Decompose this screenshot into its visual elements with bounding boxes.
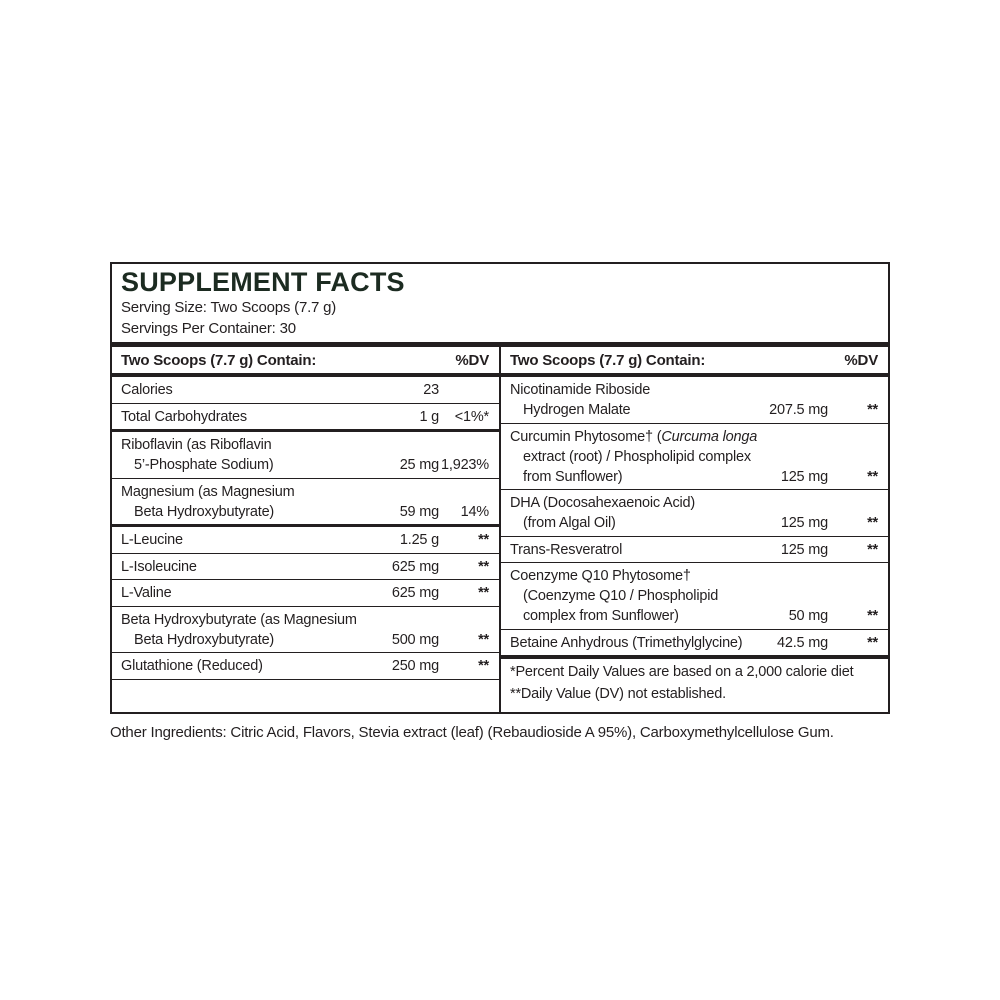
- nutrient-name: Magnesium (as Magnesium: [121, 483, 295, 500]
- table-row-betaine-anhydrous: [501, 630, 888, 660]
- table-row-dha: [501, 490, 888, 537]
- nutrient-name-cont: extract (root) / Phospholipid complex: [523, 448, 751, 465]
- nutrient-name: Betaine Anhydrous (Trimethylglycine): [510, 634, 743, 651]
- table-row-beta-hydroxybutyrate: [112, 607, 499, 654]
- other-ingredients: Other Ingredients: Citric Acid, Flavors, Stevia extract (leaf) (Rebaudioside A 95%), Carboxymethylcellulose Gum.: [110, 724, 834, 741]
- nutrient-amount: 625 mg: [391, 585, 439, 601]
- nutrient-name: Total Carbohydrates: [121, 408, 247, 425]
- nutrient-name-cont: (Coenzyme Q10 / Phospholipid: [523, 588, 719, 604]
- nutrient-name-cont: from Sunflower): [523, 468, 623, 485]
- table-row-coenzyme-q10: [501, 563, 888, 630]
- table-row-total-carbohydrates: [112, 404, 499, 433]
- supplement-facts-panel: [110, 262, 890, 714]
- panel-title: SUPPLEMENT FACTS: [121, 267, 405, 297]
- left-column-header: [112, 347, 499, 377]
- nutrient-amount: 1 g: [419, 408, 439, 425]
- nutrient-dv: **: [478, 658, 489, 674]
- nutrient-name: Beta Hydroxybutyrate (as Magnesium: [121, 611, 357, 628]
- nutrient-amount: 250 mg: [391, 658, 439, 674]
- servings-per-container: Servings Per Container: 30: [121, 320, 296, 337]
- table-row-calories: [112, 377, 499, 404]
- nutrient-dv: **: [867, 515, 878, 531]
- right-column: [501, 347, 888, 712]
- nutrient-name-cont: Beta Hydroxybutyrate): [134, 631, 275, 648]
- nutrient-name-cont: 5’-Phosphate Sodium): [134, 457, 274, 473]
- nutrient-amount: 125 mg: [780, 468, 828, 485]
- dv-header-label: %DV: [455, 352, 489, 369]
- nutrient-name: Riboflavin (as Riboflavin: [121, 437, 272, 453]
- footnotes: [501, 659, 888, 705]
- dv-header-label: %DV: [844, 352, 878, 369]
- nutrient-amount: 42.5 mg: [777, 634, 828, 651]
- footnote-percent-dv: *Percent Daily Values are based on a 2,000 calorie diet: [510, 664, 854, 680]
- nutrient-dv: **: [867, 634, 878, 651]
- nutrient-dv: **: [478, 631, 489, 648]
- nutrient-name: DHA (Docosahexaenoic Acid): [510, 495, 696, 511]
- table-row-l-isoleucine: [112, 554, 499, 581]
- table-row-glutathione: [112, 653, 499, 680]
- nutrient-dv: **: [478, 585, 489, 601]
- nutrient-name: L-Valine: [121, 585, 172, 601]
- nutrient-name: Curcumin Phytosome† (Curcuma longa: [510, 428, 758, 445]
- latin-name-italic: Curcuma longa: [661, 428, 758, 445]
- table-row-nicotinamide-riboside: [501, 377, 888, 424]
- nutrient-name: Trans-Resveratrol: [510, 541, 623, 558]
- nutrient-amount: 125 mg: [780, 515, 828, 531]
- table-row-l-leucine: [112, 527, 499, 554]
- contain-label: Two Scoops (7.7 g) Contain:: [121, 352, 317, 369]
- nutrient-name: Glutathione (Reduced): [121, 658, 263, 674]
- nutrient-dv: 1,923%: [441, 457, 489, 473]
- nutrient-amount: 500 mg: [391, 631, 439, 648]
- left-column: [112, 347, 501, 712]
- nutrient-amount: 59 mg: [399, 503, 439, 520]
- nutrient-amount: 207.5 mg: [769, 402, 828, 418]
- table-row-curcumin-phytosome: [501, 424, 888, 491]
- nutrient-name-cont: Beta Hydroxybutyrate): [134, 503, 275, 520]
- right-column-header: [501, 347, 888, 377]
- nutrient-amount: 25 mg: [399, 457, 439, 473]
- nutrient-table: [112, 347, 888, 712]
- nutrient-dv: 14%: [460, 503, 489, 520]
- nutrient-dv: **: [867, 541, 878, 558]
- footnote-dv-not-established: **Daily Value (DV) not established.: [510, 686, 726, 702]
- nutrient-dv: **: [478, 532, 489, 548]
- nutrient-amount: 1.25 g: [399, 532, 439, 548]
- nutrient-name-cont: Hydrogen Malate: [523, 402, 631, 418]
- nutrient-dv: **: [867, 608, 878, 624]
- table-row-riboflavin: [112, 432, 499, 479]
- nutrient-name: L-Leucine: [121, 532, 183, 548]
- nutrient-dv: **: [478, 558, 489, 575]
- nutrient-name: Coenzyme Q10 Phytosome†: [510, 568, 691, 584]
- table-row-l-valine: [112, 580, 499, 607]
- contain-label: Two Scoops (7.7 g) Contain:: [510, 352, 706, 369]
- nutrient-dv: **: [867, 402, 878, 418]
- serving-size: Serving Size: Two Scoops (7.7 g): [121, 299, 337, 316]
- nutrient-name: Calories: [121, 382, 173, 398]
- nutrient-amount: 50 mg: [788, 608, 828, 624]
- nutrient-name: Nicotinamide Riboside: [510, 382, 651, 398]
- nutrient-amount: 23: [423, 382, 439, 398]
- table-row-magnesium: [112, 479, 499, 528]
- nutrient-amount: 125 mg: [780, 541, 828, 558]
- nutrient-dv: <1%*: [454, 408, 489, 425]
- nutrient-dv: **: [867, 468, 878, 485]
- nutrient-amount: 625 mg: [391, 558, 439, 575]
- label-header: [112, 264, 888, 339]
- nutrient-name-cont: (from Algal Oil): [523, 515, 616, 531]
- nutrient-name-cont: complex from Sunflower): [523, 608, 679, 624]
- nutrient-name: L-Isoleucine: [121, 558, 197, 575]
- table-row-trans-resveratrol: [501, 537, 888, 564]
